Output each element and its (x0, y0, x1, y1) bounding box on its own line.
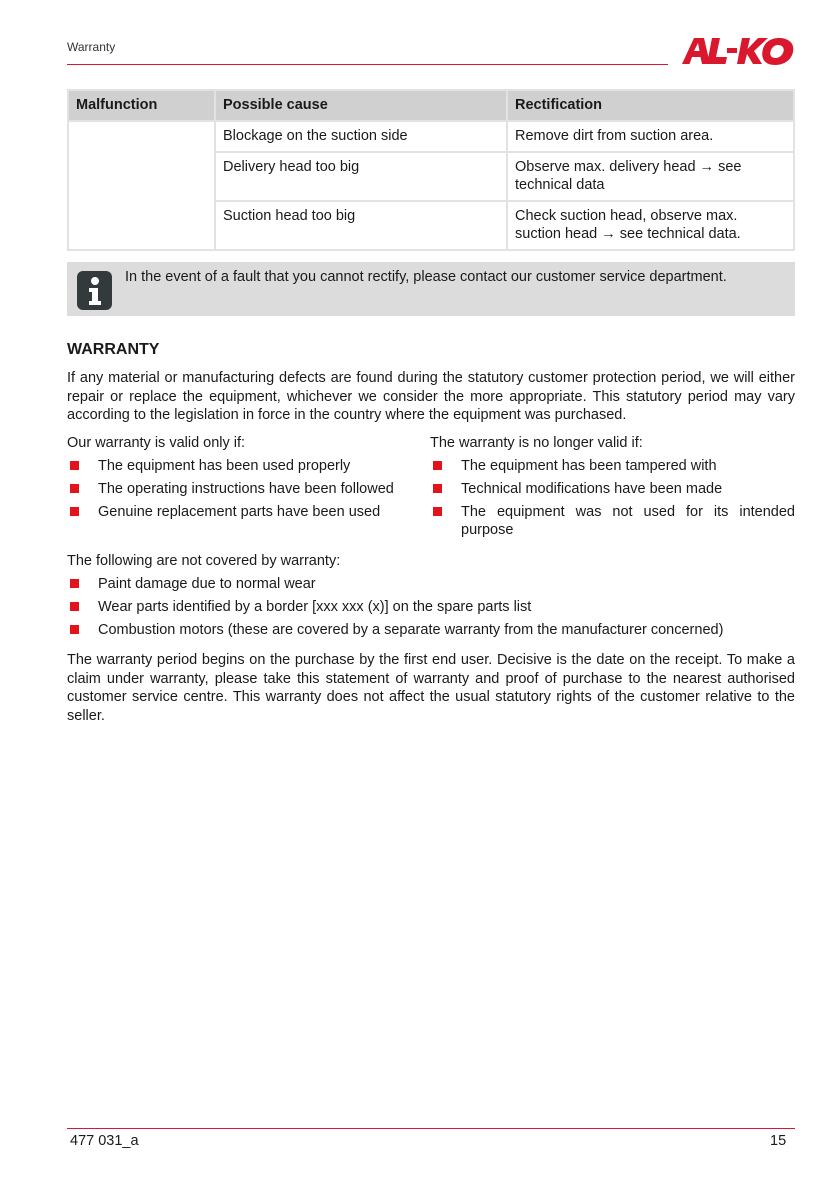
document-number: 477 031_a (70, 1133, 139, 1149)
column-header-malfunction: Malfunction (68, 90, 215, 121)
bullet-icon (70, 579, 79, 588)
not-covered-list (67, 552, 795, 644)
valid-heading: Our warranty is valid only if: (67, 435, 246, 451)
page-number: 15 (770, 1133, 787, 1149)
bullet-icon (70, 602, 79, 611)
info-icon (77, 271, 112, 310)
column-header-possible-cause: Possible cause (215, 90, 507, 121)
bullet-icon (70, 507, 79, 516)
list-item: The operating instructions have been followed (67, 480, 427, 498)
section-heading: WARRANTY (67, 341, 160, 358)
warranty-intro: If any material or manufacturing defects are found during the statutory customer protection period, we will either repair or replace the equipment, whichever we consider the more appropriate. This statutory period may vary according to the legislation in force in the country where the equipment was purchased. (67, 370, 795, 423)
info-note (67, 262, 795, 316)
list-item: Wear parts identified by a border [xxx xxx (x)] on the spare parts list (67, 598, 795, 616)
list-item: Combustion motors (these are covered by a separate warranty from the manufacturer concerned) (67, 621, 795, 639)
column-header-rectification: Rectification (507, 90, 794, 121)
cause-cell: Delivery head too big (215, 152, 507, 201)
invalid-heading: The warranty is no longer valid if: (430, 435, 643, 451)
cause-cell: Blockage on the suction side (215, 121, 507, 152)
header-divider (67, 64, 668, 65)
bullet-icon (433, 507, 442, 516)
alko-logo (680, 36, 795, 66)
list-item: The equipment was not used for its intended purpose (430, 503, 795, 539)
malfunction-cell (68, 121, 215, 250)
troubleshooting-table (67, 89, 795, 251)
invalid-conditions (430, 434, 795, 544)
list-item: The equipment has been tampered with (430, 457, 795, 475)
table-row (68, 121, 794, 152)
table-header-row (68, 90, 794, 121)
cause-cell: Suction head too big (215, 201, 507, 250)
info-note-text: In the event of a fault that you cannot rectify, please contact our customer service department. (125, 269, 727, 285)
rectification-cell: Remove dirt from suction area. (507, 121, 794, 152)
list-item: Genuine replacement parts have been used (67, 503, 427, 521)
header-title: Warranty (67, 40, 116, 54)
valid-conditions (67, 434, 427, 526)
bullet-icon (70, 484, 79, 493)
bullet-icon (433, 484, 442, 493)
bullet-icon (70, 461, 79, 470)
footer-divider (67, 1128, 795, 1129)
list-item: Technical modifications have been made (430, 480, 795, 498)
list-item: Paint damage due to normal wear (67, 575, 795, 593)
rectification-cell: Observe max. delivery head → see technical data (507, 152, 794, 201)
not-covered-heading: The following are not covered by warranty: (67, 553, 341, 569)
bullet-icon (433, 461, 442, 470)
rectification-cell: Check suction head, observe max. suction head → see technical data. (507, 201, 794, 250)
warranty-closing: The warranty period begins on the purchase by the first end user. Decisive is the date on the receipt. To make a claim under warranty, please take this statement of warranty and proof of purchase to the nearest authorised customer service centre. This warranty does not affect the usual statutory rights of the customer relative to the seller. (67, 652, 795, 724)
list-item: The equipment has been used properly (67, 457, 427, 475)
bullet-icon (70, 625, 79, 634)
